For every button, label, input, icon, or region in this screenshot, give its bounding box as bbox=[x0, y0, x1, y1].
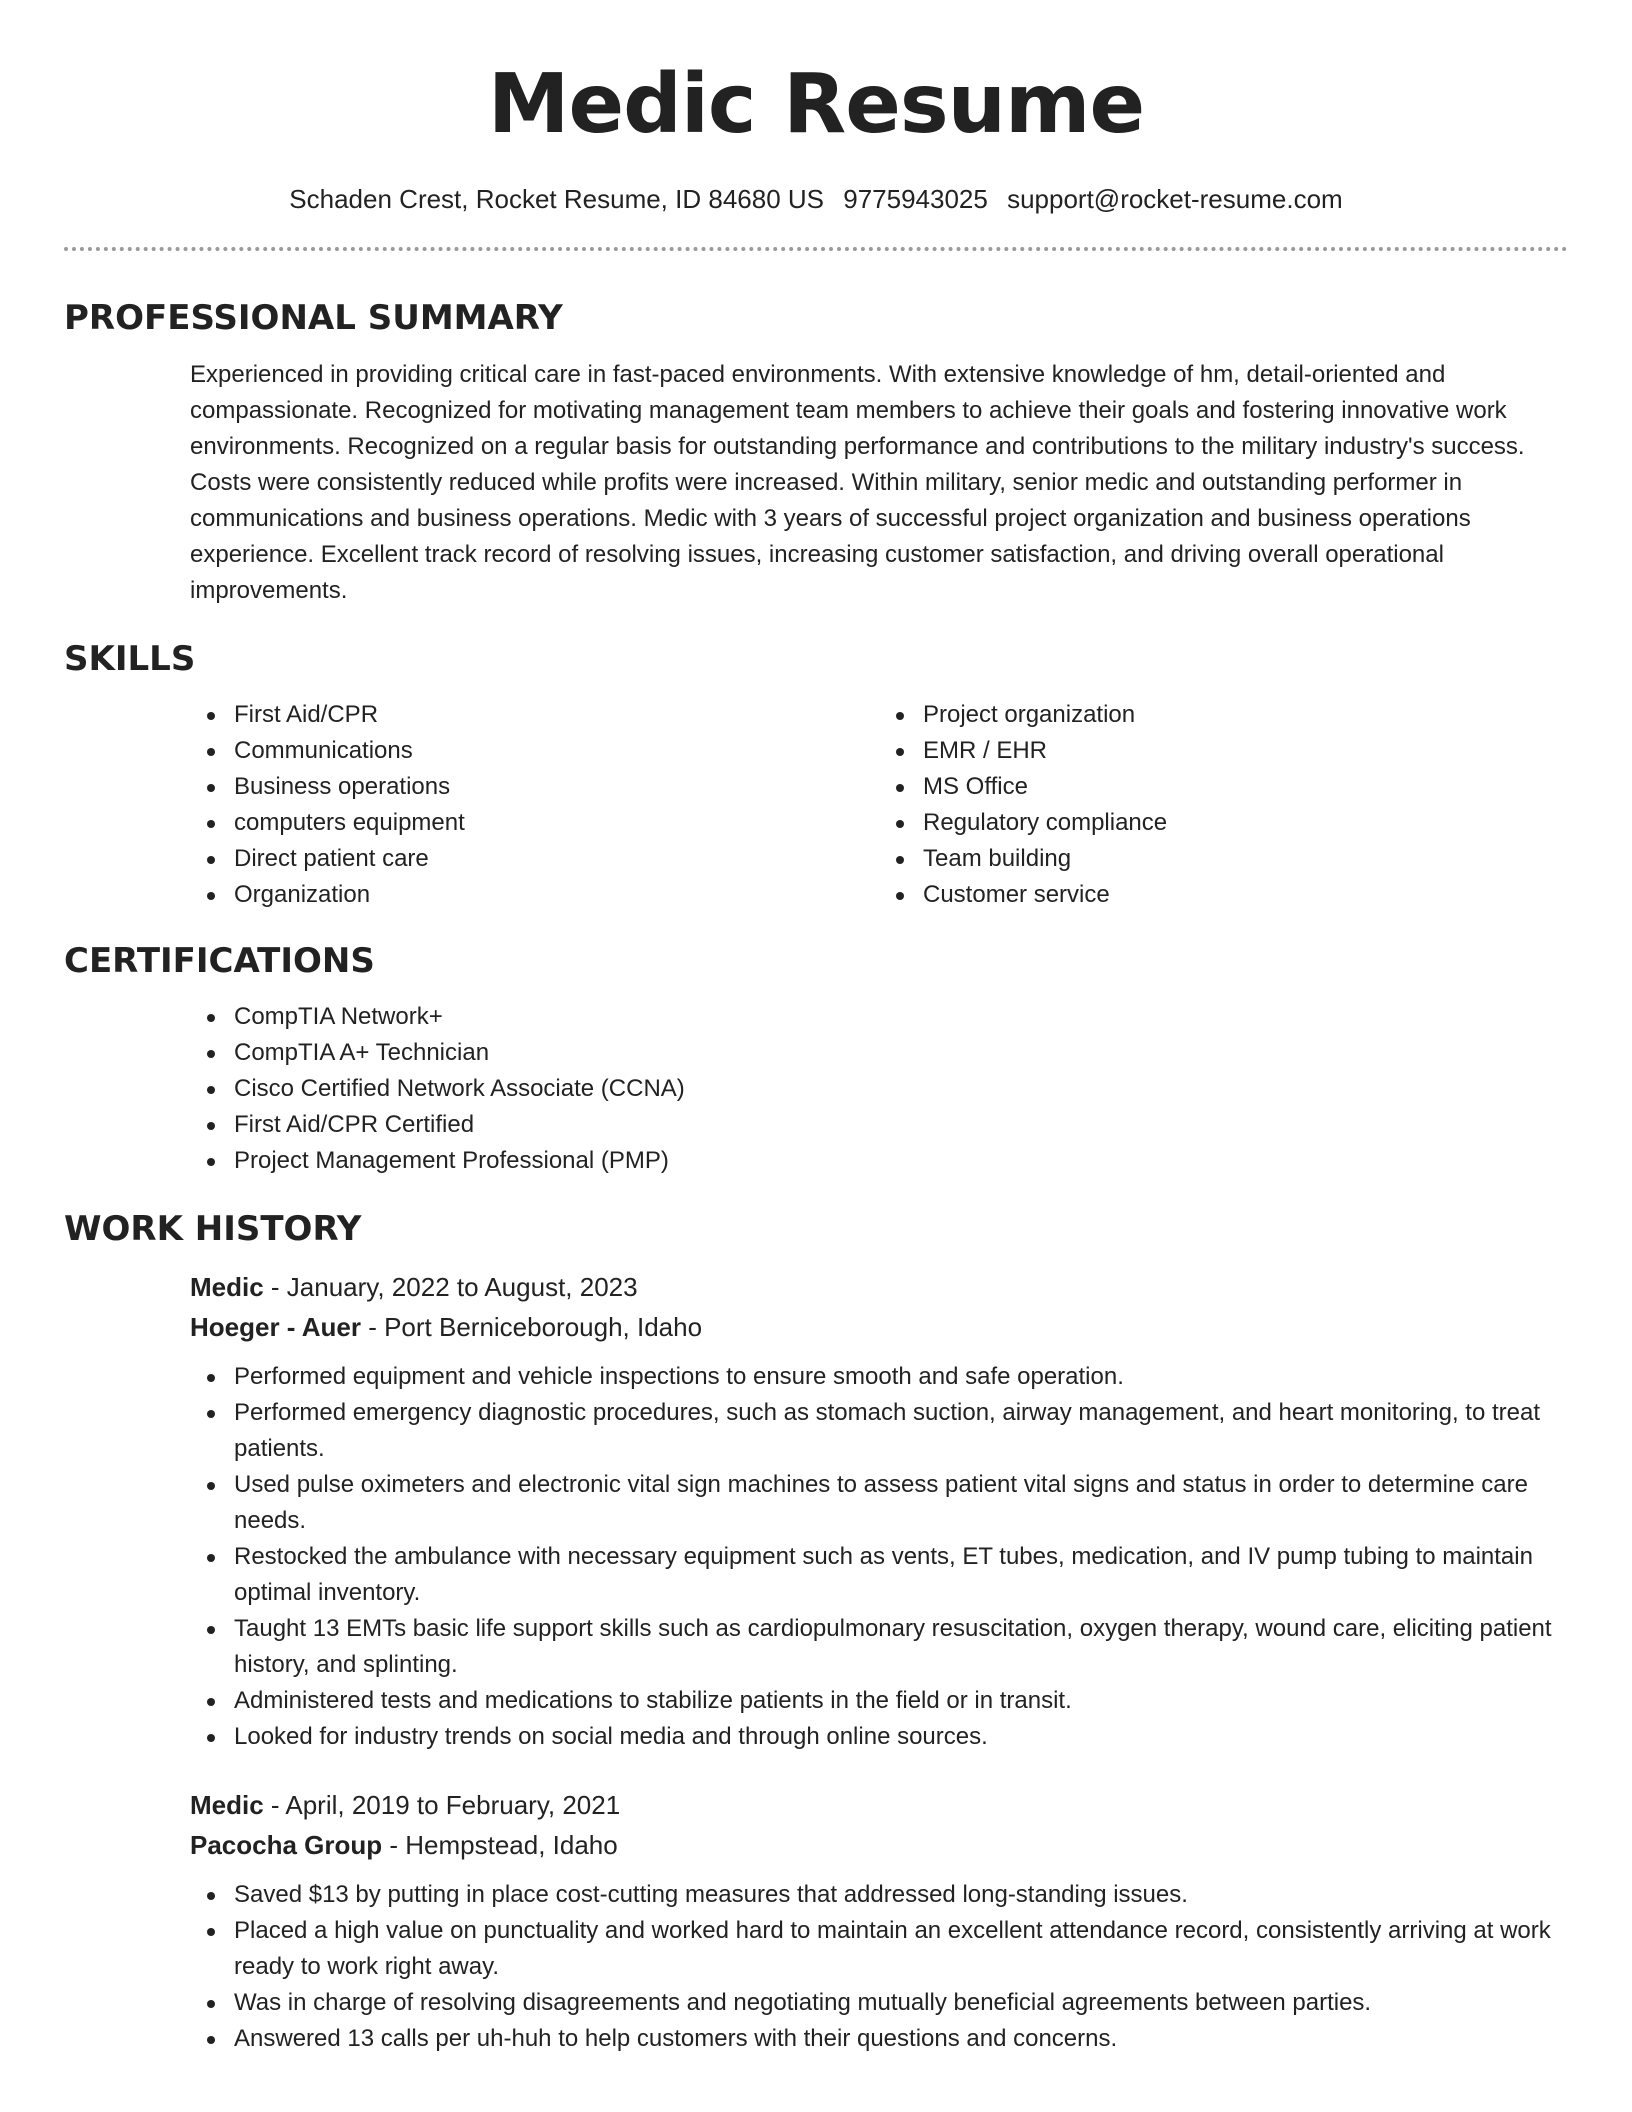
job-title-line bbox=[190, 1267, 1568, 1307]
skill-item: Direct patient care bbox=[234, 841, 879, 877]
job-title-line bbox=[190, 1785, 1568, 1825]
certifications-items bbox=[190, 999, 1568, 1179]
job-company: Hoeger - Auer bbox=[190, 1312, 361, 1342]
job-role: Medic bbox=[190, 1272, 264, 1302]
job-bullet: Answered 13 calls per uh-huh to help customers with their questions and concerns. bbox=[234, 2021, 1568, 2057]
summary-text: Experienced in providing critical care in fast-paced environments. With extensive knowledge of hm, detail-oriented and compassionate. Recognized for motivating management team members to achieve their goals and fostering innovative work environments. Recognized on a regular basis for outstanding performance and contributions to the military industry's success. Costs were consistently reduced while profits were increased. Within military, senior medic and outstanding performer in communications and business operations. Medic with 3 years of successful project organization and business operations experience. Excellent track record of resolving issues, increasing customer satisfaction, and driving overall operational improvements. bbox=[190, 361, 1525, 604]
job-bullet: Administered tests and medications to stabilize patients in the field or in transit. bbox=[234, 1683, 1568, 1719]
skills-list bbox=[190, 697, 1568, 913]
job-bullet: Performed equipment and vehicle inspections to ensure smooth and safe operation. bbox=[234, 1359, 1568, 1395]
skill-item: Organization bbox=[234, 877, 879, 913]
certification-item: Project Management Professional (PMP) bbox=[234, 1143, 1568, 1179]
job-bullet: Used pulse oximeters and electronic vital sign machines to assess patient vital signs and status in order to determine care needs. bbox=[234, 1467, 1568, 1539]
job-company-line bbox=[190, 1825, 1568, 1865]
job-bullet: Performed emergency diagnostic procedures, such as stomach suction, airway management, and heart monitoring, to treat patients. bbox=[234, 1395, 1568, 1467]
job-bullet: Restocked the ambulance with necessary equipment such as vents, ET tubes, medication, and IV pump tubing to maintain optimal inventory. bbox=[234, 1539, 1568, 1611]
job-bullets bbox=[190, 1877, 1568, 2057]
section-title-skills: SKILLS bbox=[64, 639, 196, 679]
job-dates: - April, 2019 to February, 2021 bbox=[263, 1790, 621, 1820]
contact-address: Schaden Crest, Rocket Resume, ID 84680 US bbox=[289, 184, 824, 214]
job-bullet: Taught 13 EMTs basic life support skills such as cardiopulmonary resuscitation, oxygen therapy, wound care, eliciting patient history, and splinting. bbox=[234, 1611, 1568, 1683]
job-bullet: Looked for industry trends on social media and through online sources. bbox=[234, 1719, 1568, 1755]
job-bullet: Saved $13 by putting in place cost-cutting measures that addressed long-standing issues. bbox=[234, 1877, 1568, 1913]
certifications-list bbox=[190, 999, 1568, 1179]
section-title-summary: PROFESSIONAL SUMMARY bbox=[64, 298, 563, 338]
skills-column-right bbox=[879, 697, 1568, 913]
skill-item: Project organization bbox=[923, 697, 1568, 733]
skill-item: Business operations bbox=[234, 769, 879, 805]
certification-item: First Aid/CPR Certified bbox=[234, 1107, 1568, 1143]
skill-item: Customer service bbox=[923, 877, 1568, 913]
skill-item: Communications bbox=[234, 733, 879, 769]
job-bullet: Placed a high value on punctuality and worked hard to maintain an excellent attendance record, consistently arriving at work ready to work right away. bbox=[234, 1913, 1568, 1985]
resume-page bbox=[64, 0, 1568, 2057]
contact-line bbox=[64, 181, 1568, 217]
job-bullet: Was in charge of resolving disagreements and negotiating mutually beneficial agreements between parties. bbox=[234, 1985, 1568, 2021]
job-role: Medic bbox=[190, 1790, 264, 1820]
section-title-certifications: CERTIFICATIONS bbox=[64, 941, 375, 981]
skill-item: MS Office bbox=[923, 769, 1568, 805]
certification-item: CompTIA Network+ bbox=[234, 999, 1568, 1035]
section-title-work-history: WORK HISTORY bbox=[64, 1209, 362, 1249]
job-company-line bbox=[190, 1307, 1568, 1347]
contact-email: support@rocket-resume.com bbox=[1007, 184, 1343, 214]
skill-item: Team building bbox=[923, 841, 1568, 877]
skills-column-left bbox=[190, 697, 879, 913]
skill-item: Regulatory compliance bbox=[923, 805, 1568, 841]
resume-title: Medic Resume bbox=[487, 57, 1145, 152]
skill-item: First Aid/CPR bbox=[234, 697, 879, 733]
job-company: Pacocha Group bbox=[190, 1830, 383, 1860]
job-location: - Port Berniceborough, Idaho bbox=[360, 1312, 703, 1342]
skill-item: EMR / EHR bbox=[923, 733, 1568, 769]
header-divider bbox=[64, 247, 1568, 251]
job-entry bbox=[190, 1785, 1568, 2057]
job-bullets bbox=[190, 1359, 1568, 1755]
certification-item: Cisco Certified Network Associate (CCNA) bbox=[234, 1071, 1568, 1107]
skill-item: computers equipment bbox=[234, 805, 879, 841]
job-location: - Hempstead, Idaho bbox=[382, 1830, 618, 1860]
contact-phone: 9775943025 bbox=[843, 184, 988, 214]
certification-item: CompTIA A+ Technician bbox=[234, 1035, 1568, 1071]
job-entry bbox=[190, 1267, 1568, 1755]
job-dates: - January, 2022 to August, 2023 bbox=[263, 1272, 638, 1302]
